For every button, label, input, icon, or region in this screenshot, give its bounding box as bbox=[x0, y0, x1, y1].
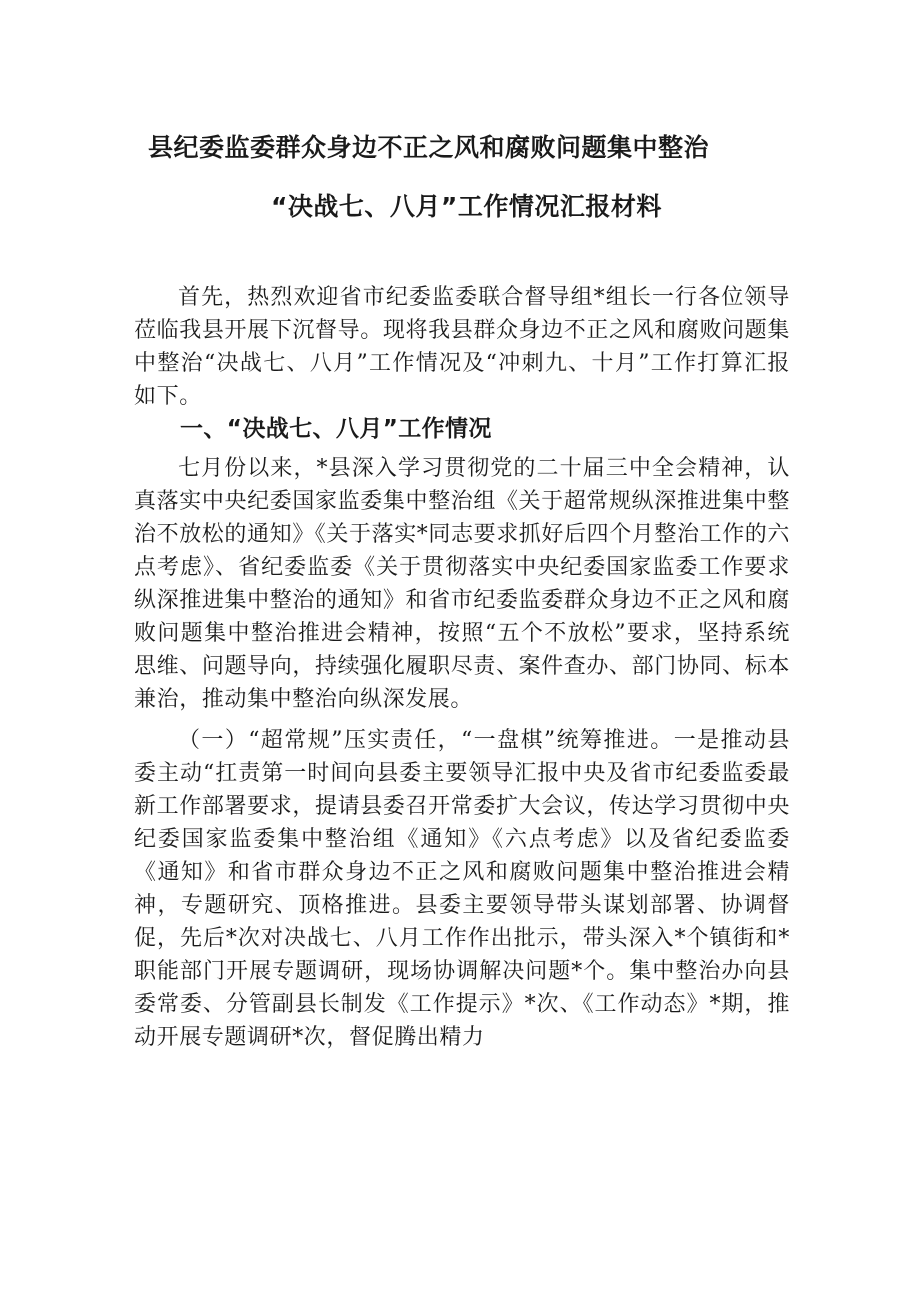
document-title-line-1: 县纪委监委群众身边不正之风和腐败问题集中整治 bbox=[148, 133, 710, 162]
subsection-1-paragraph: （一）“超常规”压实责任，“一盘棋”统筹推进。一是推动县委主动“扛责第一时间向县委主要领导汇报中央及省市纪委监委最新工作部署要求，提请县委召开常委扩大会议，传达学习贯彻中央纪委国家监委集中整治组《通知》《六点考虑》以及省纪委监委《通知》和省市群众身边不正之风和腐败问题集中整治推进会精神，专题研究、顶格推进。县委主要领导带头谋划部署、协调督促，先后*次对决战七、八月工作作出批示，带头深入*个镇街和*职能部门开展专题调研，现场协调解决问题*个。集中整治办向县委常委、分管副县长制发《工作提示》*次、《工作动态》*期，推动开展专题调研*次，督促腾出精力 bbox=[134, 728, 790, 1050]
intro-paragraph: 首先，热烈欢迎省市纪委监委联合督导组*组长一行各位领导莅临我县开展下沉督导。现将我县群众身边不正之风和腐败问题集中整治“决战七、八月”工作情况及“冲刺九、十月”工作打算汇报如下。 bbox=[134, 285, 790, 409]
section-1-heading: 一、“决战七、八月”工作情况 bbox=[180, 416, 492, 442]
document-body bbox=[134, 281, 790, 1054]
section-1-paragraph: 七月份以来，*县深入学习贯彻党的二十届三中全会精神，认真落实中央纪委国家监委集中整治组《关于超常规纵深推进集中整治不放松的通知》《关于落实*同志要求抓好后四个月整治工作的六点考虑》、省纪委监委《关于贯彻落实中央纪委国家监委工作要求纵深推进集中整治的通知》和省市纪委监委群众身边不正之风和腐败问题集中整治推进会精神，按照“五个不放松”要求，坚持系统思维、问题导向，持续强化履职尽责、案件查办、部门协同、标本兼治，推动集中整治向纵深发展。 bbox=[134, 456, 791, 712]
document-title-line-2: “决战七、八月”工作情况汇报材料 bbox=[271, 192, 662, 221]
